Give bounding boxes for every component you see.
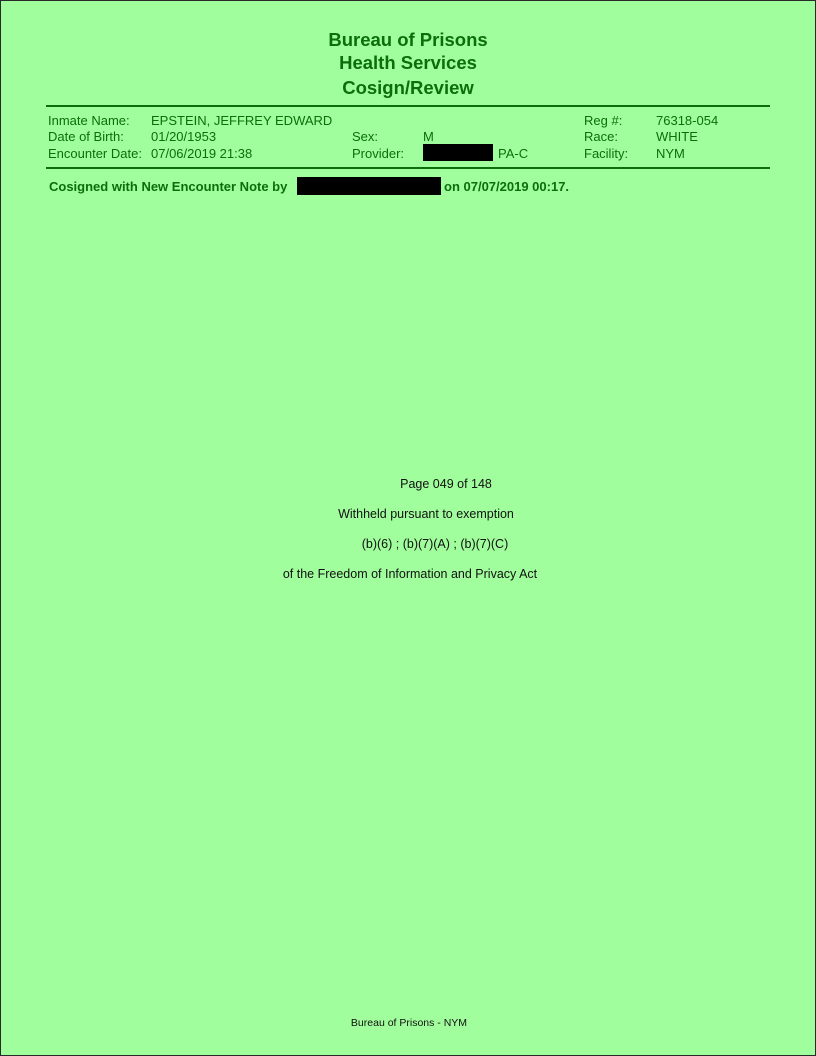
cosigner-redaction <box>297 177 441 195</box>
withheld-notice: Withheld pursuant to exemption <box>338 507 514 521</box>
top-divider <box>46 105 770 107</box>
cosign-date: on 07/07/2019 00:17. <box>444 179 570 194</box>
page-number: Page 049 of 148 <box>400 477 492 491</box>
provider-redaction <box>423 144 493 161</box>
form-title: Cosign/Review <box>342 77 474 98</box>
cosign-prefix: Cosigned with New Encounter Note by <box>49 179 288 194</box>
page-footer: Bureau of Prisons - NYM <box>350 1017 468 1029</box>
agency-title: Bureau of Prisons <box>328 29 488 50</box>
sex-label: Sex: <box>352 129 379 144</box>
encounter-date-value: 07/06/2019 21:38 <box>151 146 253 161</box>
bottom-divider <box>46 167 770 169</box>
facility-label: Facility: <box>584 146 629 161</box>
reg-value: 76318-054 <box>656 113 719 128</box>
race-label: Race: <box>584 129 618 144</box>
dob-label: Date of Birth: <box>48 129 124 144</box>
encounter-date-label: Encounter Date: <box>48 146 142 161</box>
facility-value: NYM <box>656 146 685 161</box>
reg-label: Reg #: <box>584 113 623 128</box>
foia-act-line: of the Freedom of Information and Privacy Act <box>282 567 538 581</box>
department-title: Health Services <box>339 52 477 73</box>
provider-credential: PA-C <box>498 146 529 161</box>
exemption-codes: (b)(6) ; (b)(7)(A) ; (b)(7)(C) <box>361 537 509 551</box>
sex-value: M <box>423 129 434 144</box>
race-value: WHITE <box>656 129 698 144</box>
inmate-name-value: EPSTEIN, JEFFREY EDWARD <box>151 113 333 128</box>
dob-value: 01/20/1953 <box>151 129 217 144</box>
provider-label: Provider: <box>352 146 405 161</box>
inmate-name-label: Inmate Name: <box>48 113 130 128</box>
